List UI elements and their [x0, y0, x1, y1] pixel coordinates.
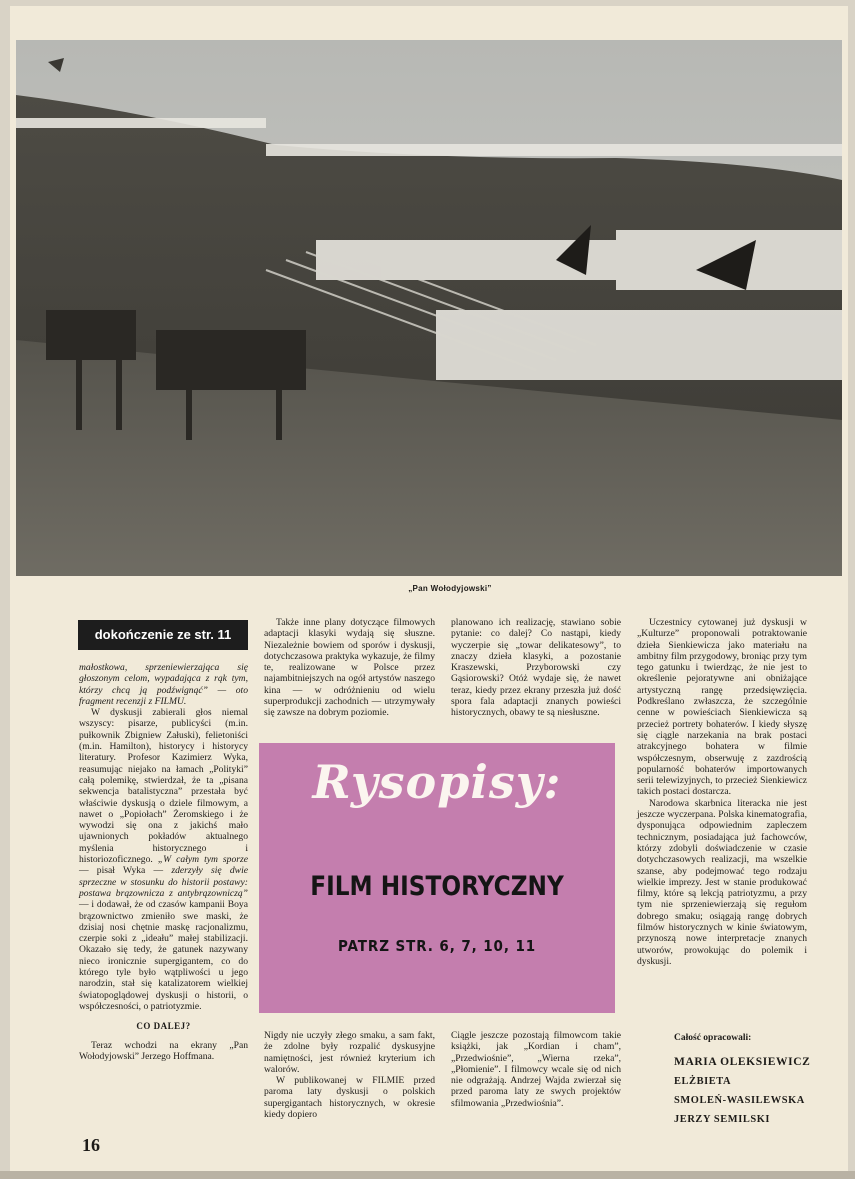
col1-paragraph-1: małostkowa, sprzeniewierzająca się głoszonym celom, wypadająca z rąk tym, którzy chcą ją podźwignąć” — oto fragment recenzji z FILMU. — [79, 662, 248, 707]
col2-paragraph-1: Także inne plany dotyczące filmowych adaptacji klasyki wydają się słuszne. Niezależnie bowiem od sporów i dyskusji, dotychczasowa praktyka wykazuje, że filmy te, realizowane w Polsce przez najambitniejszych na ogół artystów naszego kina — w odróżnieniu od wielu superprodukcji zachodnich — utrzymywały się zawsze na dobrym poziomie. — [264, 617, 435, 719]
film-still-photo — [16, 40, 842, 576]
credit-name: MARIA OLEKSIEWICZ — [674, 1056, 811, 1068]
promo-script-title: Rysopisy: — [312, 755, 562, 809]
col1-subheading: CO DALEJ? — [136, 1021, 191, 1032]
page-number: 16 — [82, 1135, 100, 1155]
col2-paragraph-2: Nigdy nie uczyły złego smaku, a sam fakt, że zdolne były rozpalić dyskusyjne namiętności, jest również kryterium ich walorów. — [264, 1030, 435, 1075]
credit-name: SMOLEŃ-WASILEWSKA — [674, 1095, 805, 1106]
col4-paragraph-2: Narodowa skarbnica literacka nie jest jeszcze wyczerpana. Polska kinematografia, dysponująca odpowiednim zapleczem technicznym, posiadająca już fachowców, którzy zdobyli doświadczenie w czasie dotychczasowych realizacji, ma wszelkie szanse, aby podejmować tego rodzaju wielkie imprezy. Jest w stanie produkować filmy, które są lekcją patriotyzmu, a przy tym nie sprzeniewierzają się regułom dobrego smaku; osiągają rangę dobrych filmów historycznych w kinie światowym, przynoszą nowe interpretacje znanych utworów, prowokując do polemik i dyskusji. — [637, 797, 807, 967]
page-edge — [0, 1171, 855, 1179]
col3-paragraph-2: Ciągle jeszcze pozostają filmowcom takie książki, jak „Kordian i cham”, „Przedwiośnie”, „Wierna rzeka”, „Płomienie”. I filmowcy wcale się od nich nie odgrażają. Andrzej Wajda zwierzał się przed paroma laty ze swych projektów sfilmowania „Przedwiośnia”. — [451, 1030, 621, 1109]
col4-paragraph-1: Uczestnicy cytowanej już dyskusji w „Kulturze” proponowali potraktowanie dzieła Sienkiewicza jako materiału na ambitny film przygodowy, broniąc przy tym tego gatunku i twierdząc, że nie jest to określenie pejoratywne ani obniżające artystyczną rangę przedsięwzięcia. Podkreślano zwłaszcza, że szczególnie cenne w powieściach Sienkiewicza są przecież portrety bohaterów. I kiedy słyszę się ciągle narzekania na brak postaci atrakcyjnego bohatera w filmie współczesnym, obserwuję z zazdrością popularność bohaterów importowanych serii telewizyjnych, to przecież Sienkiewicz takich postaci dostarcza. — [637, 617, 807, 798]
continuation-label: dokończenie ze str. 11 — [78, 620, 248, 650]
article-column-4 — [637, 617, 807, 967]
col1-paragraph-3: Teraz wchodzi na ekrany „Pan Wołodyjowski” Jerzego Hoffmana. — [79, 1039, 248, 1062]
credit-name: JERZY SEMILSKI — [674, 1114, 771, 1125]
col3-paragraph-1: planowano ich realizację, stawiano sobie pytanie: co dalej? Co nastąpi, kiedy wyczerpie się „towar delikatesowy”, to znaczy dzieła klasyki, a pozostanie Kraszewski, Przyborowski czy Gąsiorowski? Otóż wydaje się, że nawet teraz, kiedy przez ekrany przeszła już dość spora fala adaptacji znanych powieści historycznych, obawy te są niesłuszne. — [451, 617, 621, 719]
credits-label: Całość opracowali: — [674, 1033, 752, 1043]
article-column-2-top — [264, 617, 435, 719]
article-column-1 — [79, 662, 248, 1062]
credits-block — [650, 1033, 825, 1129]
col2-paragraph-3: W publikowanej w FILMIE przed paroma laty dyskusji o polskich supergigantach historycznych, w okresie kiedy dopiero — [264, 1075, 435, 1121]
article-column-2-bottom — [264, 1030, 435, 1120]
battle-scene-photo — [16, 40, 842, 576]
col1-paragraph-2: W dyskusji zabierali głos niemal wszyscy: pisarze, publicyści (m.in. pułkownik Zbigniew Załuski), felietoniści (m.in. Hamilton), historycy i historycy literatury. Profesor Kazimierz Wyka, reasumując niejako na łamach „Polityki” całą polemikę, stwierdzał, że ta „pisana sekwencja batalistyczna” przestała być właściwie dyskusją o dziele filmowym, a nawet o „Popiołach” Żeromskiego i że wywodzi się ona z jakichś mało ujawnionych pokładów aktualnego myślenia historycznego i historiozoficznego. „W całym tym sporze — pisał Wyka — zderzyły się dwie sprzeczne w stosunku do historii postawy: postawa brązownicza z antybrązowniczą” — i dodawał, że od czasów kampanii Boya brązownictwo zmieniło swe maski, że dzisiaj nosi chętnie maskę racjonalizmu, czerpie soki z „ideału” małej stabilizacji. Okazało się tedy, że gatunek nazywany nieco ironicznie supergigantem, co do którego tyle było wątpliwości u jego narodzin, stał się katalizatorem wielkiej światopoglądowej dyskusji o historii, o współczesności, o patriotyzmie. — [79, 707, 248, 1012]
article-column-3-top — [451, 617, 621, 719]
article-column-3-bottom — [451, 1030, 621, 1109]
photo-caption: „Pan Wołodyjowski” — [408, 584, 492, 593]
promo-page-reference: PATRZ STR. 6, 7, 10, 11 — [337, 937, 537, 955]
credit-name: ELŻBIETA — [674, 1076, 732, 1087]
promo-box — [259, 743, 615, 1013]
promo-main-title: FILM HISTORYCZNY — [310, 871, 564, 902]
